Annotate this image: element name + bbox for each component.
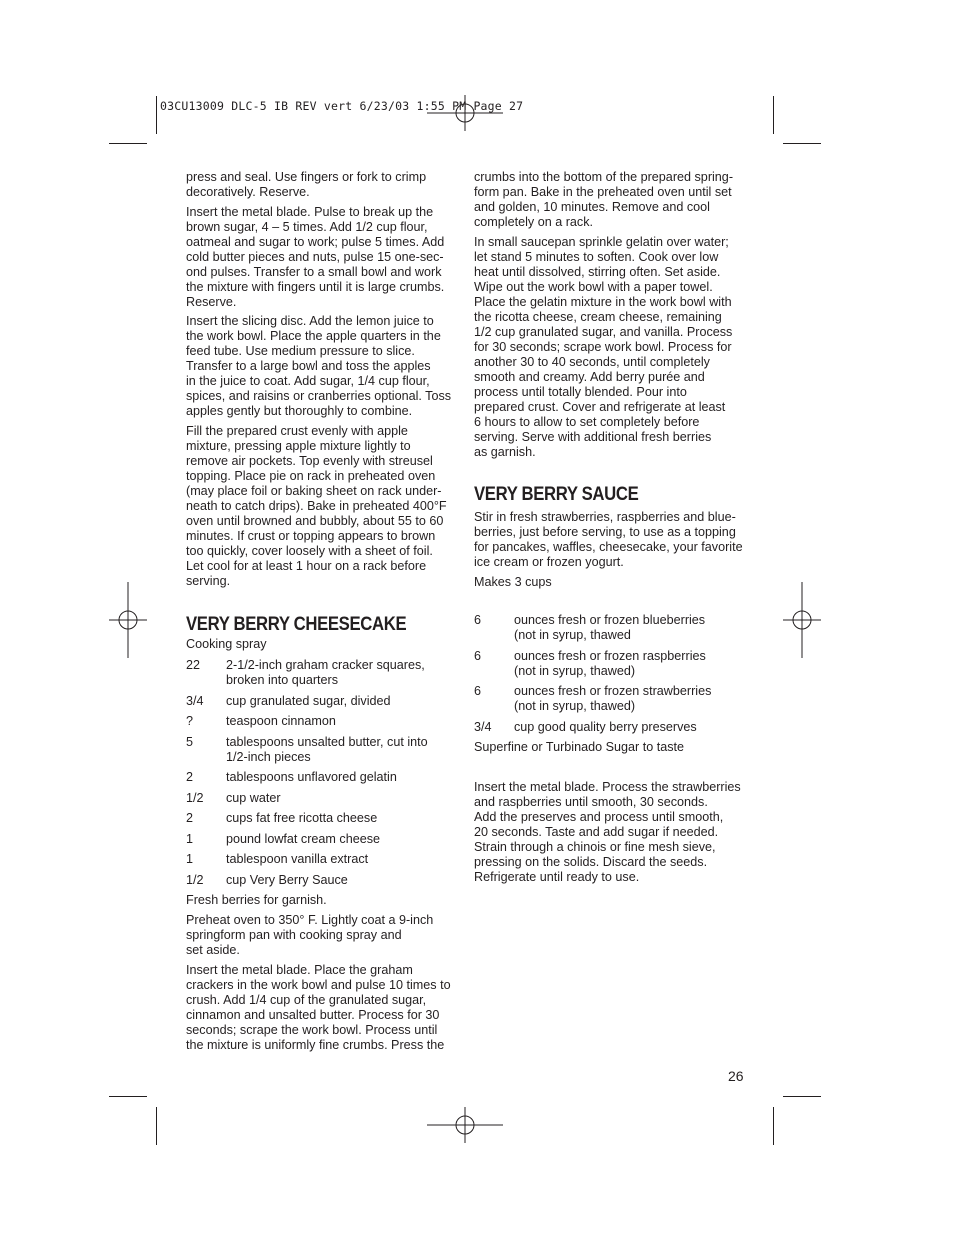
ingredient-line: Cooking spray — [186, 637, 267, 651]
registration-mark-icon — [783, 582, 821, 658]
ingredient-row — [186, 852, 461, 867]
ingredient-row — [186, 770, 461, 785]
instruction-paragraph: Preheat oven to 350° F. Lightly coat a 9-inch springform pan with cooking spray and set aside. — [186, 913, 434, 957]
ingredient-desc: tablespoons unsalted butter, cut into 1/2-inch pieces — [226, 734, 428, 764]
ingredient-desc: tablespoon vanilla extract — [226, 852, 369, 866]
paragraph: crumbs into the bottom of the prepared spring- form pan. Bake in the preheated oven until set and golden, 10 minutes. Remove and cool completely on a rack. — [474, 170, 734, 229]
paragraph: In small saucepan sprinkle gelatin over water; let stand 5 minutes to soften. Cook over low heat until dissolved, stirring often. Set aside. Wipe out the work bowl with a paper towel. Place the gelatin mixture in the work bowl with the ricotta cheese, cream cheese, remaining 1/2 cup granulated sugar, and vanilla. Process for 30 seconds; scrape work bowl. Process for another 30 to 40 seconds, until completely smooth and creamy. Add berry purée and process until totally blended. Pour into prepared crust. Cover and refrigerate at least 6 hours to allow to set completely before serving. Serve with additional fresh berries as garnish. — [474, 234, 733, 459]
ingredient-qty: 6 — [474, 684, 482, 698]
ingredient-qty: 6 — [474, 613, 482, 627]
ingredient-desc: cup water — [226, 790, 281, 805]
ingredient-row — [474, 613, 749, 643]
yield-line: Makes 3 cups — [474, 574, 552, 589]
ingredient-desc: teaspoon cinnamon — [226, 714, 336, 728]
ingredient-row — [474, 684, 749, 714]
ingredient-row — [186, 735, 461, 765]
paragraph: Insert the slicing disc. Add the lemon juice to the work bowl. Place the apple quarters in the feed tube. Use medium pressure to slice. Transfer to a large bowl and toss the apples in the juice to coat. Add sugar, 1/4 cup flour, spices, and raisins or cranberries optional. Toss apples gently but thoroughly to combine. — [186, 314, 452, 418]
recipe-title-cheesecake: VERY BERRY CHEESECAKE — [186, 614, 407, 635]
crop-mark-top-left-vertical — [156, 96, 157, 134]
crop-mark-bottom-right-vertical — [773, 1107, 774, 1145]
registration-mark-icon — [109, 582, 147, 658]
paragraph: Insert the metal blade. Pulse to break up the brown sugar, 4 – 5 times. Add 1/2 cup flour, oatmeal and sugar to work; pulse 5 times. Add cold butter pieces and nuts, pulse 15 one-sec- ond pulses. Transfer to a small bowl and work the mixture with fingers until it is large crumbs. Reserve. — [186, 204, 445, 309]
ingredient-desc: cup good quality berry preserves — [514, 719, 697, 734]
crop-mark-top-right-horizontal — [783, 143, 821, 144]
recipe-title-sauce: VERY BERRY SAUCE — [474, 484, 639, 505]
ingredient-row — [474, 649, 749, 679]
instruction-paragraph: Insert the metal blade. Process the strawberries and raspberries until smooth, 30 seconds. Add the preserves and process until smooth, 20 seconds. Taste and add sugar if needed. Strain through a chinois or fine mesh sieve, pressing on the solids. Discard the seeds. Refrigerate until ready to use. — [474, 779, 741, 884]
crop-mark-bottom-right-horizontal — [783, 1096, 821, 1097]
instruction-paragraph: Insert the metal blade. Place the graham crackers in the work bowl and pulse 10 times to crush. Add 1/4 cup of the granulated sugar, cinnamon and unsalted butter. Process for 30 seconds; scrape the work bowl. Process until the mixture is uniformly fine crumbs. Press the — [186, 962, 451, 1052]
ingredient-desc: cup Very Berry Sauce — [226, 872, 348, 887]
ingredient-qty: 3/4 — [186, 693, 204, 708]
intro-paragraph: Stir in fresh strawberries, raspberries and blue- berries, just before serving, to use as a topping for pancakes, waffles, cheesecake, your favorite ice cream or frozen yogurt. — [474, 510, 743, 569]
ingredient-desc: ounces fresh or frozen blueberries (not in syrup, thawed — [514, 613, 706, 642]
ingredient-qty: 1 — [186, 852, 194, 866]
ingredient-row — [186, 791, 461, 806]
ingredient-qty: ? — [186, 714, 194, 728]
registration-mark-icon — [427, 1107, 503, 1143]
ingredient-row — [186, 832, 461, 847]
ingredient-desc: ounces fresh or frozen strawberries (not in syrup, thawed) — [514, 684, 712, 713]
ingredient-desc: cups fat free ricotta cheese — [226, 811, 378, 825]
crop-mark-bottom-left-horizontal — [109, 1096, 147, 1097]
ingredient-row — [186, 873, 461, 888]
crop-mark-top-right-vertical — [773, 96, 774, 134]
ingredient-row — [186, 811, 461, 826]
paragraph: press and seal. Use fingers or fork to crimp decoratively. Reserve. — [186, 170, 427, 199]
ingredient-qty: 1 — [186, 831, 194, 846]
ingredient-row — [186, 714, 461, 729]
ingredient-row — [474, 720, 749, 735]
ingredient-line: Fresh berries for garnish. — [186, 893, 327, 907]
ingredient-qty: 6 — [474, 648, 482, 663]
right-column — [474, 170, 749, 889]
ingredient-row — [186, 658, 461, 688]
ingredient-qty: 1/2 — [186, 790, 204, 805]
left-column — [186, 170, 461, 1057]
ingredient-qty: 5 — [186, 734, 194, 749]
ingredient-desc: cup granulated sugar, divided — [226, 693, 391, 708]
ingredient-desc: tablespoons unflavored gelatin — [226, 770, 397, 784]
ingredient-line: Superfine or Turbinado Sugar to taste — [474, 740, 685, 754]
crop-mark-bottom-left-vertical — [156, 1107, 157, 1145]
printer-slug-line: 03CU13009 DLC-5 IB REV vert 6/23/03 1:55 PM Page 27 — [160, 99, 524, 113]
crop-mark-top-left-horizontal — [109, 143, 147, 144]
ingredient-qty: 22 — [186, 658, 201, 672]
ingredient-desc: ounces fresh or frozen raspberries (not in syrup, thawed) — [514, 648, 706, 678]
ingredient-row — [186, 694, 461, 709]
registration-mark-icon — [427, 95, 503, 131]
ingredient-qty: 1/2 — [186, 872, 204, 887]
ingredient-desc: 2-1/2-inch graham cracker squares, broken into quarters — [226, 658, 425, 687]
ingredient-qty: 2 — [186, 770, 194, 784]
ingredient-qty: 3/4 — [474, 719, 492, 734]
paragraph: Fill the prepared crust evenly with apple mixture, pressing apple mixture lightly to remove air pockets. Top evenly with streusel topping. Place pie on rack in preheated oven (may place foil or baking sheet on rack under- neath to catch drips). Bake in preheated 400°F oven until browned and bubbly, about 55 to 60 minutes. If crust or topping appears to brown too quickly, cover loosely with a sheet of foil. Let cool for at least 1 hour on a rack before serving. — [186, 423, 447, 588]
page-number: 26 — [728, 1068, 744, 1084]
ingredient-desc: pound lowfat cream cheese — [226, 831, 381, 846]
ingredient-qty: 2 — [186, 811, 194, 825]
